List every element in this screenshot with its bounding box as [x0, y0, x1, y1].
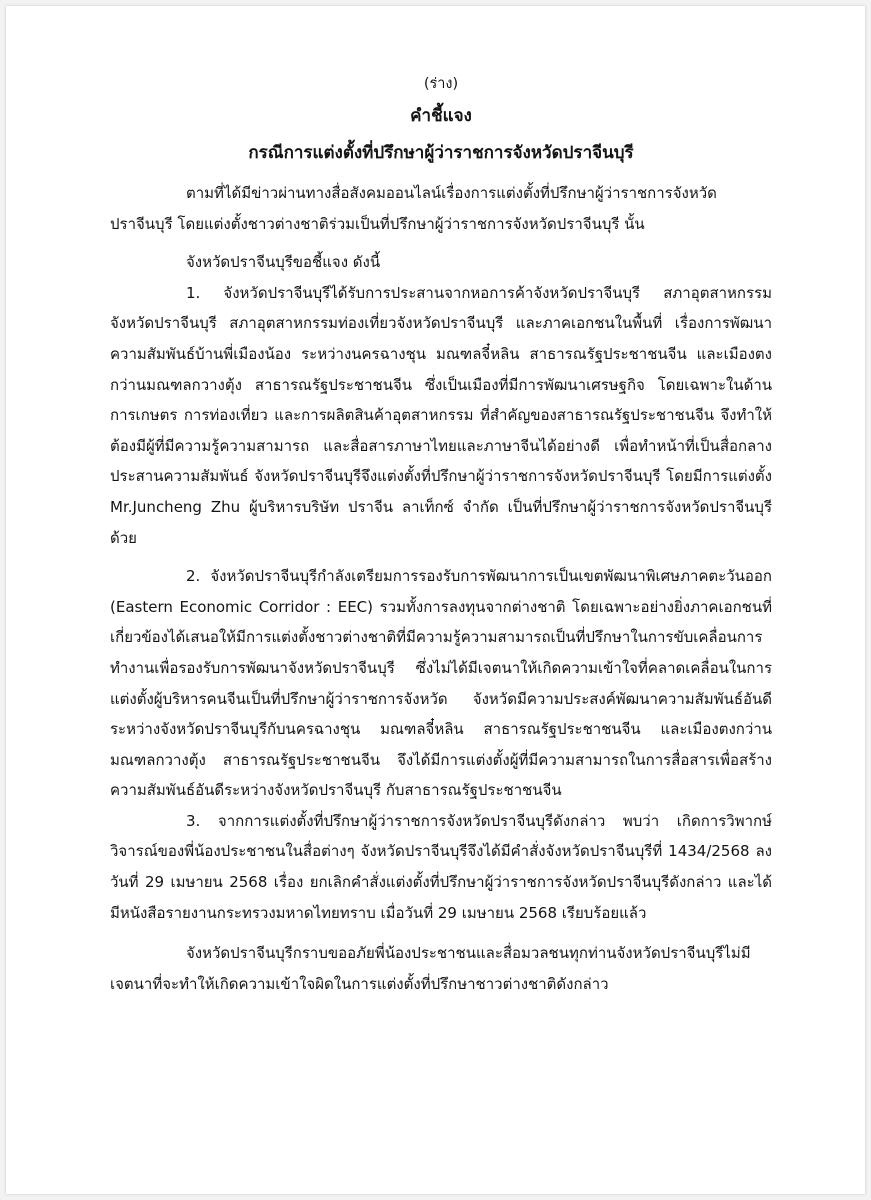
- draft-label: (ร่าง): [423, 76, 459, 92]
- item-1-paragraph: 1. จังหวัดปราจีนบุรีได้รับการประสานจากหอการค้าจังหวัดปราจีนบุรี สภาอุตสาหกรรมจังหวัดปราจีนบุรี สภาอุตสาหกรรมท่องเที่ยวจังหวัดปราจีนบุรี และภาคเอกชนในพื้นที่ เรื่องการพัฒนาความสัมพันธ์บ้านพี่เมืองน้อง ระหว่างนครฉางชุน มณฑลจี๋หลิน สาธารณรัฐประชาชนจีน และเมืองตงกว่านมณฑลกวางตุ้ง สาธารณรัฐประชาชนจีน ซึ่งเป็นเมืองที่มีการพัฒนาเศรษฐกิจ โดยเฉพาะในด้านการเกษตร การท่องเที่ยว และการผลิตสินค้าอุตสาหกรรม ที่สำคัญของสาธารณรัฐประชาชนจีน จึงทำให้ต้องมีผู้ที่มีความรู้ความสามารถ และสื่อสารภาษาไทยและภาษาจีนได้อย่างดี เพื่อทำหน้าที่เป็นสื่อกลางประสานความสัมพันธ์ จังหวัดปราจีนบุรีจึงแต่งตั้งที่ปรึกษาผู้ว่าราชการจังหวัดปราจีนบุรี โดยมีการแต่งตั้ง Mr.Juncheng Zhu ผู้บริหารบริษัท ปราจีน ลาเท็กซ์ จำกัด เป็นที่ปรึกษาผู้ว่าราชการจังหวัดปราจีนบุรีด้วย: [110, 283, 772, 547]
- document-page: [6, 6, 865, 1194]
- document-title: คำชี้แจง: [410, 106, 472, 126]
- item-3-paragraph: 3. จากการแต่งตั้งที่ปรึกษาผู้ว่าราชการจังหวัดปราจีนบุรีดังกล่าว พบว่า เกิดการวิพากษ์วิจารณ์ของพี่น้องประชาชนในสื่อต่างๆ จังหวัดปราจีนบุรีจึงได้มีคำสั่งจังหวัดปราจีนบุรีที่ 1434/2568 ลงวันที่ 29 เมษายน 2568 เรื่อง ยกเลิกคำสั่งแต่งตั้งที่ปรึกษาผู้ว่าราชการจังหวัดปราจีนบุรีดังกล่าว และได้มีหนังสือรายงานกระทรวงมหาดไทยทราบ เมื่อวันที่ 29 เมษายน 2568 เรียบร้อยแล้ว: [110, 811, 772, 922]
- closing-paragraph: จังหวัดปราจีนบุรีกราบขออภัยพี่น้องประชาชนและสื่อมวลชนทุกท่านจังหวัดปราจีนบุรีไม่มีเจตนาที่จะทำให้เกิดความเข้าใจผิดในการแต่งตั้งที่ปรึกษาชาวต่างชาติดังกล่าว: [110, 944, 751, 993]
- document-body: [110, 70, 772, 999]
- item-2-paragraph: 2. จังหวัดปราจีนบุรีกำลังเตรียมการรองรับการพัฒนาการเป็นเขตพัฒนาพิเศษภาคตะวันออก (Eastern Economic Corridor : EEC) รวมทั้งการลงทุนจากต่างชาติ โดยเฉพาะอย่างยิ่งภาคเอกชนที่เกี่ยวข้องได้เสนอให้มีการแต่งตั้งชาวต่างชาติที่มีความรู้ความสามารถเป็นที่ปรึกษาในการขับเคลื่อนการทำงานเพื่อรองรับการพัฒนาจังหวัดปราจีนบุรี ซึ่งไม่ได้มีเจตนาให้เกิดความเข้าใจที่คลาดเคลื่อนในการแต่งตั้งผู้บริหารคนจีนเป็นที่ปรึกษาผู้ว่าราชการจังหวัด จังหวัดมีความประสงค์พัฒนาความสัมพันธ์อันดีระหว่างจังหวัดปราจีนบุรีกับนครฉางชุน มณฑลจี๋หลิน สาธารณรัฐประชาชนจีน และเมืองตงกว่าน มณฑลกวางตุ้ง สาธารณรัฐประชาชนจีน จึงได้มีการแต่งตั้งผู้ที่มีความสามารถในการสื่อสารเพื่อสร้างความสัมพันธ์อันดีระหว่างจังหวัดปราจีนบุรี กับสาธารณรัฐประชาชนจีน: [110, 567, 772, 800]
- clarify-paragraph: จังหวัดปราจีนบุรีขอชี้แจง ดังนี้: [186, 253, 381, 272]
- document-subtitle: กรณีการแต่งตั้งที่ปรึกษาผู้ว่าราชการจังหวัดปราจีนบุรี: [248, 143, 634, 163]
- intro-paragraph: ตามที่ได้มีข่าวผ่านทางสื่อสังคมออนไลน์เรื่องการแต่งตั้งที่ปรึกษาผู้ว่าราชการจังหวัดปราจีนบุรี โดยแต่งตั้งชาวต่างชาติร่วมเป็นที่ปรึกษาผู้ว่าราชการจังหวัดปราจีนบุรี นั้น: [110, 184, 717, 233]
